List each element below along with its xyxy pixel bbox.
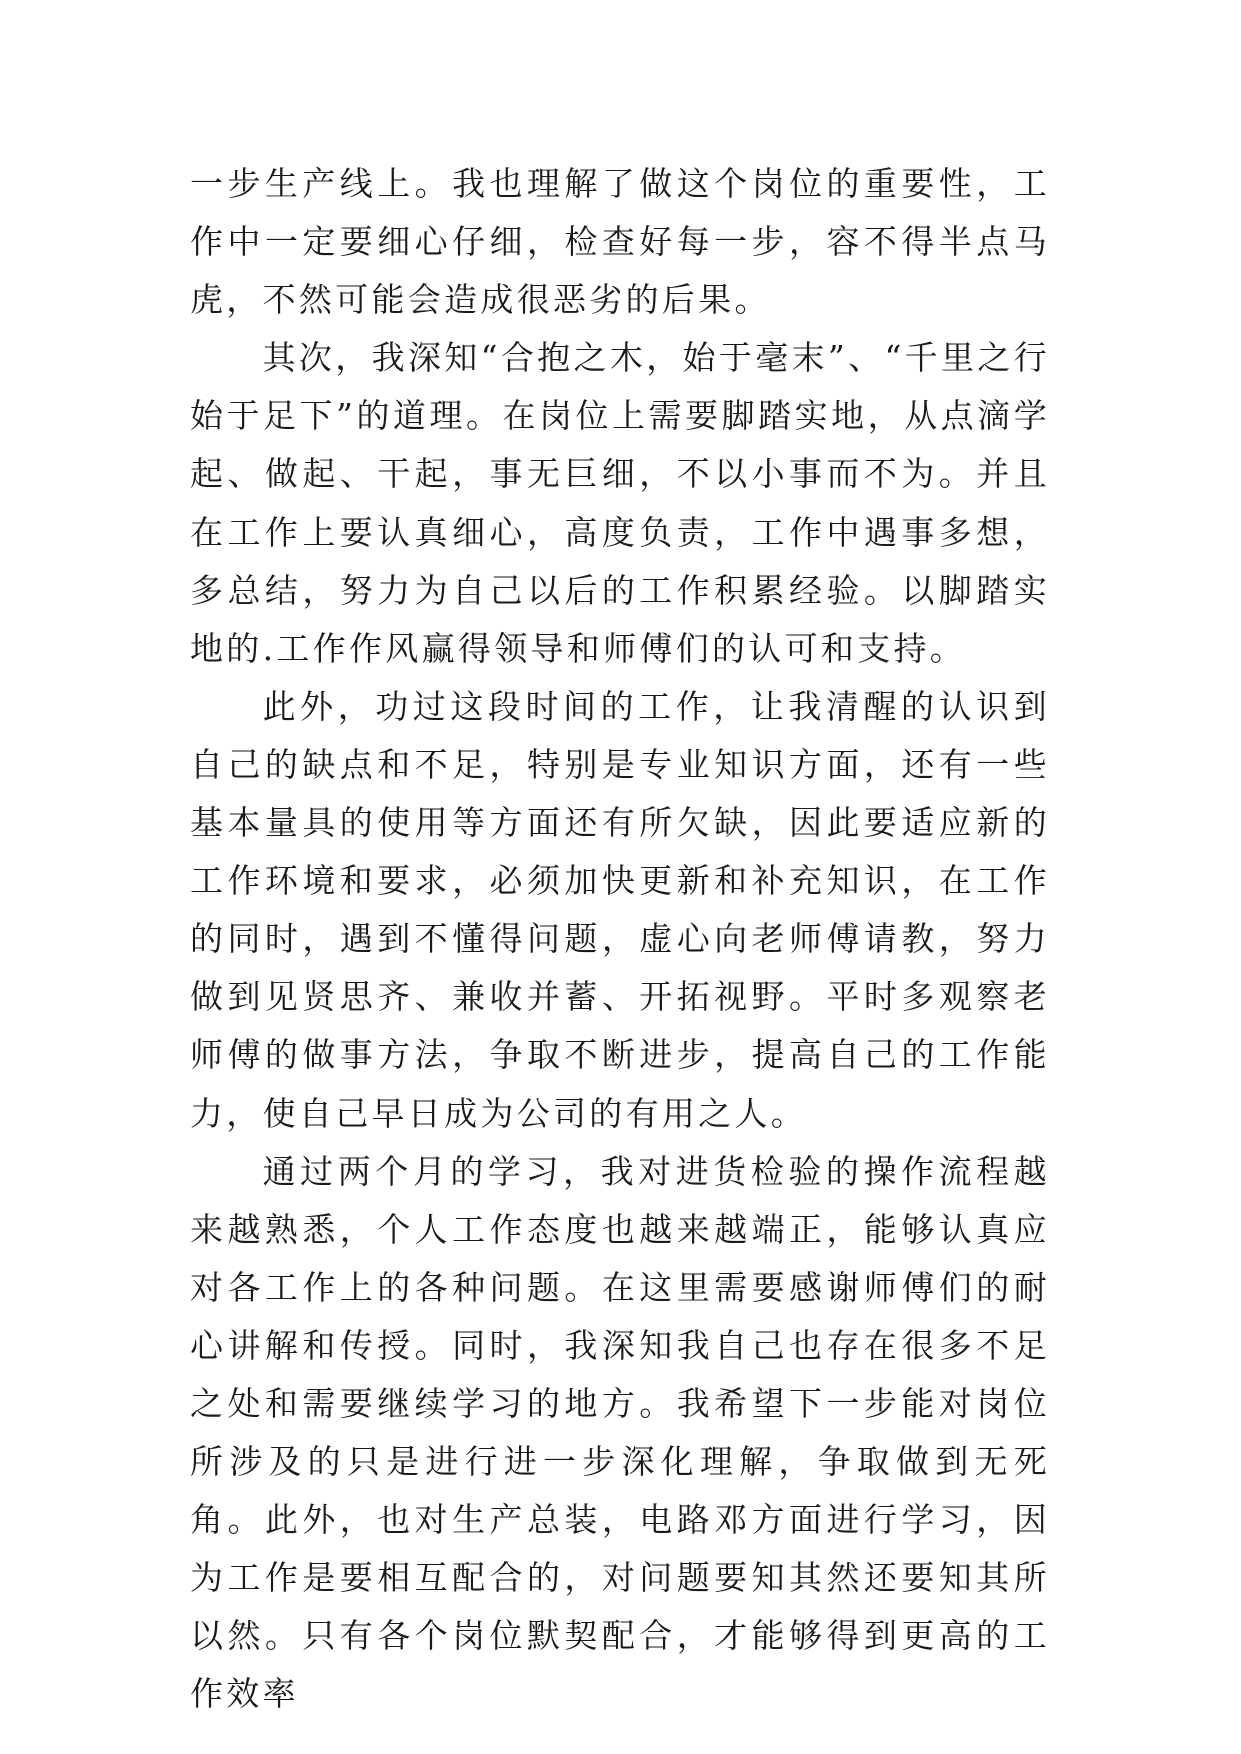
paragraph-2: 其次，我深知“合抱之木，始于毫末”、“千里之行始于足下”的道理。在岗位上需要脚踏实地，从点滴学起、做起、干起，事无巨细，不以小事而不为。并且在工作上要认真细心，高度负责，工作中遇事多想，多总结，努力为自己以后的工作积累经验。以脚踏实地的.工作作风赢得领导和师傅们的认可和支持。	[190, 338, 1050, 668]
document-body	[190, 155, 1050, 1724]
paragraph-1: 一步生产线上。我也理解了做这个岗位的重要性，工作中一定要细心仔细，检查好每一步，容不得半点马虎，不然可能会造成很恶劣的后果。	[190, 164, 1050, 320]
paragraph-3: 此外，功过这段时间的工作，让我清醒的认识到自己的缺点和不足，特别是专业知识方面，还有一些基本量具的使用等方面还有所欠缺，因此要适应新的工作环境和要求，必须加快更新和补充知识，在工作的同时，遇到不懂得问题，虚心向老师傅请教，努力做到见贤思齐、兼收并蓄、开拓视野。平时多观察老师傅的做事方法，争取不断进步，提高自己的工作能力，使自己早日成为公司的有用之人。	[190, 686, 1050, 1133]
paragraph-4: 通过两个月的学习，我对进货检验的操作流程越来越熟悉，个人工作态度也越来越端正，能够认真应对各工作上的各种问题。在这里需要感谢师傅们的耐心讲解和传授。同时，我深知我自己也存在很多不足之处和需要继续学习的地方。我希望下一步能对岗位所涉及的只是进行进一步深化理解，争取做到无死角。此外，也对生产总装，电路邓方面进行学习，因为工作是要相互配合的，对问题要知其然还要知其所以然。只有各个岗位默契配合，才能够得到更高的工作效率	[190, 1151, 1050, 1714]
